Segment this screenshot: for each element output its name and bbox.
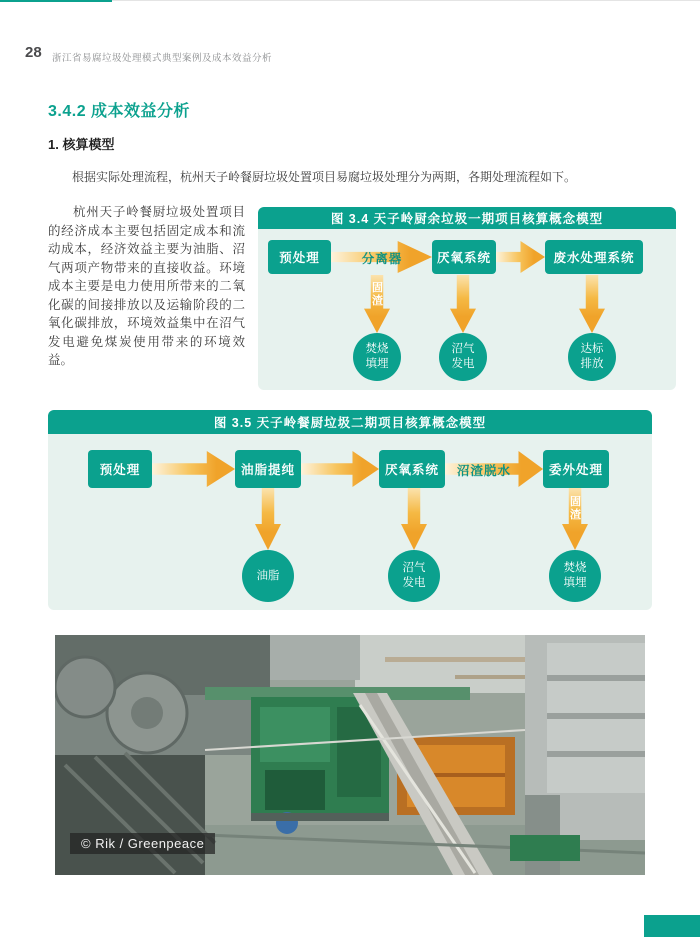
- figure-3-4: [258, 207, 676, 390]
- flow-arrow-right-icon: [496, 241, 545, 273]
- flow-arrow-right-icon: [301, 451, 379, 487]
- photo-credit: © Rik / Greenpeace: [70, 833, 215, 854]
- running-header-title: 浙江省易腐垃圾处理模式典型案例及成本效益分析: [52, 53, 273, 64]
- intro-paragraph: 根据实际处理流程，杭州天子岭餐厨垃圾处置项目易腐垃圾处理分为两期，各期处理流程如下。: [72, 170, 577, 184]
- process-box: 预处理: [268, 240, 331, 274]
- arrow-label-dewatering: 沼渣脱水: [456, 464, 511, 478]
- arrow-label-separator: 分离器: [361, 252, 403, 266]
- outcome-circle: 焚烧填埋: [353, 333, 401, 381]
- flow-arrow-down-icon: [255, 488, 281, 550]
- process-box: 预处理: [88, 450, 152, 488]
- figure-3-4-diagram: [258, 229, 676, 390]
- flow-arrow-down-icon: [450, 275, 476, 333]
- process-box: 厌氧系统: [379, 450, 445, 488]
- process-box: 油脂提纯: [235, 450, 301, 488]
- outcome-circle: 焚烧填埋: [549, 550, 601, 602]
- outcome-circle: 油脂: [242, 550, 294, 602]
- arrow-label-solid-residue: 固渣: [372, 282, 383, 307]
- figure-3-5: [48, 410, 652, 610]
- outcome-circle: 达标排放: [568, 333, 616, 381]
- figure-3-5-title: 图 3.5 天子岭餐厨垃圾二期项目核算概念模型: [48, 410, 652, 434]
- process-box: 委外处理: [543, 450, 609, 488]
- outcome-circle: 沼气发电: [388, 550, 440, 602]
- section-title: 3.4.2 成本效益分析: [48, 103, 191, 120]
- arrow-label-solid-residue: 固渣: [570, 496, 581, 521]
- flow-arrow-right-icon: [152, 451, 235, 487]
- facility-photo: [55, 635, 645, 875]
- process-box: 废水处理系统: [545, 240, 643, 274]
- outcome-circle: 沼气发电: [439, 333, 487, 381]
- footer-accent-bar: [644, 915, 700, 937]
- page-number: 28: [25, 44, 42, 61]
- subsection-title: 1. 核算模型: [48, 137, 115, 152]
- flow-arrow-down-icon: [401, 488, 427, 550]
- flow-arrow-down-icon: [579, 275, 605, 333]
- figure-3-5-diagram: [48, 434, 652, 610]
- top-accent-bar: [0, 0, 112, 2]
- process-box: 厌氧系统: [432, 240, 496, 274]
- body-paragraph: 杭州天子岭餐厨垃圾处置项目的经济成本主要包括固定成本和流动成本，经济效益主要为油脂、沼气两项产物带来的直接收益。环境成本主要是电力使用所带来的二氧化碳的间接排放以及运输阶段的二氧化碳排放，环境效益集中在沼气发电避免煤炭使用带来的环境效益。: [48, 205, 245, 367]
- figure-3-4-title: 图 3.4 天子岭厨余垃圾一期项目核算概念模型: [258, 207, 676, 229]
